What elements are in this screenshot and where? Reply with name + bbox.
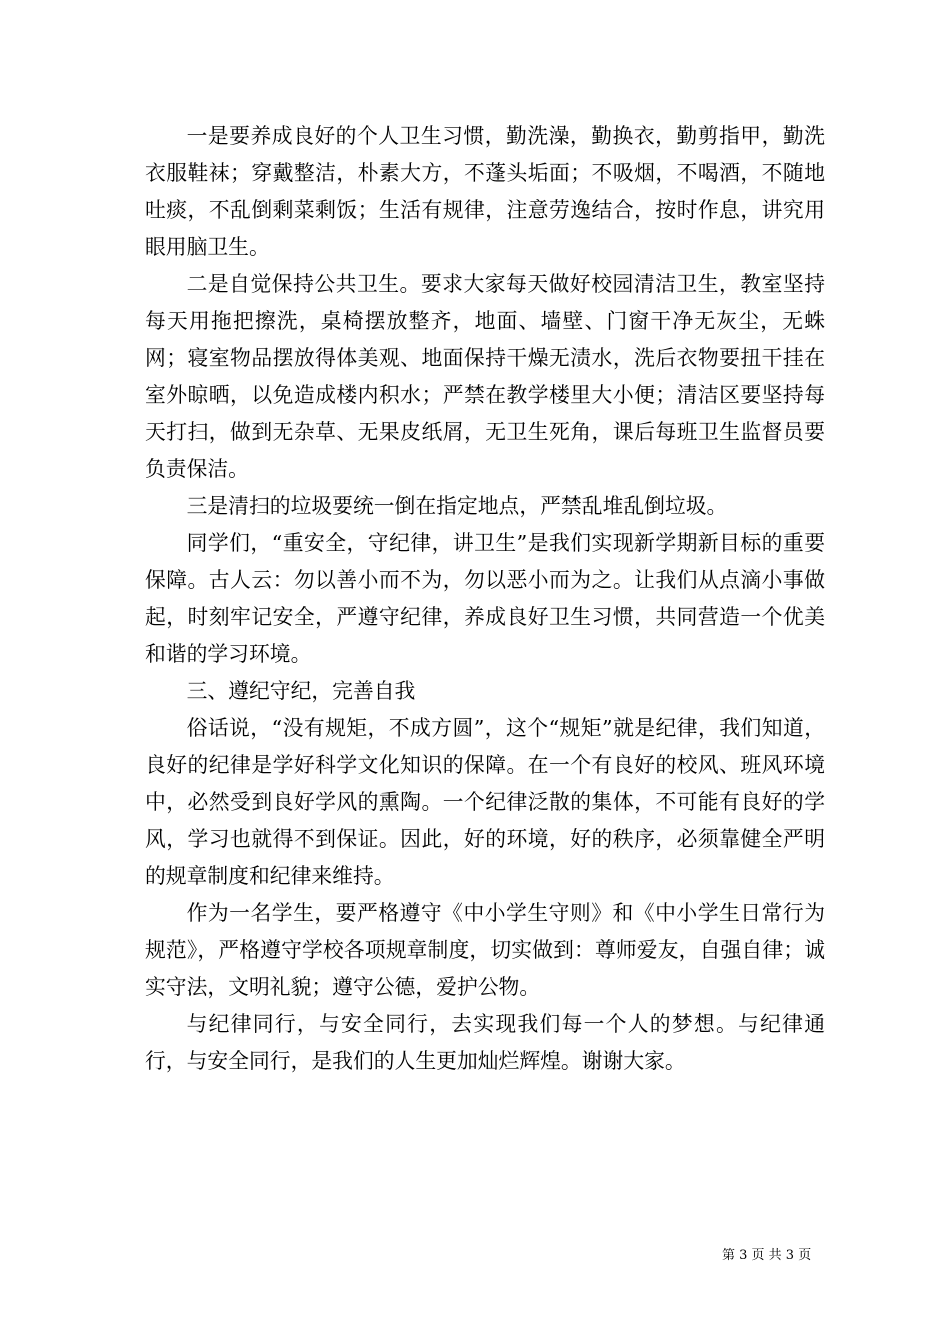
- section-heading-discipline: 三、遵纪守纪，完善自我: [186, 679, 416, 703]
- paragraph-public-hygiene: 二是自觉保持公共卫生。要求大家每天做好校园清洁卫生，教室坚持每天用拖把擦洗，桌椅摆放整齐，地面、墙壁、门窗干净无灰尘，无蛛网；寝室物品摆放得体美观、地面保持干燥无渍水，洗后衣物要扭干挂在室外晾晒，以免造成楼内积水；严禁在教学楼里大小便；清洁区要坚持每天打扫，做到无杂草、无果皮纸屑，无卫生死角，课后每班卫生监督员要负责保洁。: [145, 272, 825, 481]
- paragraph-rules-and-discipline: 俗话说，“没有规矩，不成方圆”，这个“规矩”就是纪律，我们知道，良好的纪律是学好科学文化知识的保障。在一个有良好的校风、班风环境中，必然受到良好学风的熏陶。一个纪律泛散的集体，不可能有良好的学风，学习也就得不到保证。因此，好的环境，好的秩序，必须靠健全严明的规章制度和纪律来维持。: [145, 716, 825, 888]
- paragraph-students-appeal: 同学们，“重安全，守纪律，讲卫生”是我们实现新学期新目标的重要保障。古人云：勿以善小而不为，勿以恶小而为之。让我们从点滴小事做起，时刻牢记安全，严遵守纪律，养成良好卫生习惯，共同营造一个优美和谐的学习环境。: [145, 531, 825, 666]
- paragraph-garbage-disposal: 三是清扫的垃圾要统一倒在指定地点，严禁乱堆乱倒垃圾。: [186, 494, 728, 518]
- paragraph-personal-hygiene: 一是要养成良好的个人卫生习惯，勤洗澡，勤换衣，勤剪指甲，勤洗衣服鞋袜；穿戴整洁，朴素大方，不蓬头垢面；不吸烟，不喝酒，不随地吐痰，不乱倒剩菜剩饭；生活有规律，注意劳逸结合，按时作息，讲究用眼用脑卫生。: [145, 124, 825, 259]
- paragraph-student-conduct: 作为一名学生，要严格遵守《中小学生守则》和《中小学生日常行为规范》，严格遵守学校各项规章制度，切实做到：尊师爱友，自强自律；诚实守法，文明礼貌；遵守公德，爱护公物。: [145, 901, 825, 999]
- document-body: [145, 118, 825, 1080]
- paragraph-closing: 与纪律同行，与安全同行，去实现我们每一个人的梦想。与纪律通行，与安全同行，是我们的人生更加灿烂辉煌。谢谢大家。: [145, 1012, 825, 1073]
- page-number: 第 3 页 共 3 页: [722, 1248, 812, 1263]
